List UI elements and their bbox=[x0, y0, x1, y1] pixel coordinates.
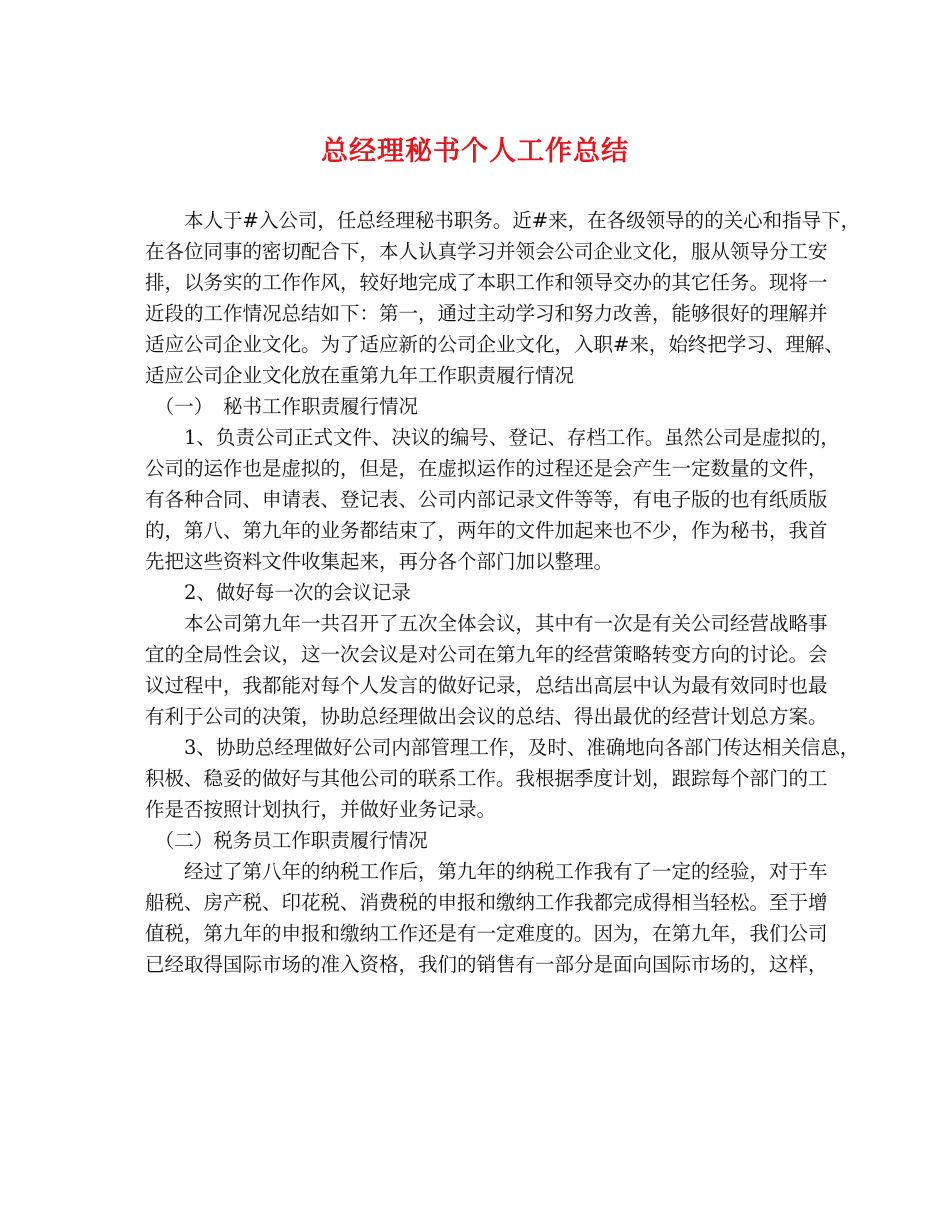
text-line: 作是否按照计划执行，并做好业务记录。 bbox=[145, 798, 497, 821]
text-line: 3、协助总经理做好公司内部管理工作，及时、准确地向各部门传达相关信息， bbox=[145, 736, 860, 759]
text-line: 适应公司企业文化放在重第九年工作职责履行情况 bbox=[145, 364, 575, 387]
text-line: 有利于公司的决策，协助总经理做出会议的总结、得出最优的经营计划总方案。 bbox=[145, 705, 828, 728]
text-line: 积极、稳妥的做好与其他公司的联系工作。我根据季度计划，跟踪每个部门的工 bbox=[145, 767, 828, 790]
text-line: 先把这些资料文件收集起来，再分各个部门加以整理。 bbox=[145, 550, 614, 573]
text-line: 1、负责公司正式文件、决议的编号、登记、存档工作。虽然公司是虚拟的， bbox=[145, 426, 840, 449]
text-line: 适应公司企业文化。为了适应新的公司企业文化，入职#来，始终把学习、理解、 bbox=[145, 333, 844, 356]
section-heading: （一） 秘书工作职责履行情况 bbox=[145, 395, 419, 418]
text-line: 宜的全局性会议，这一次会议是对公司在第九年的经营策略转变方向的讨论。会 bbox=[145, 643, 828, 666]
text-line: 有各种合同、申请表、登记表、公司内部记录文件等等，有电子版的也有纸质版 bbox=[145, 488, 828, 511]
document-body bbox=[145, 205, 861, 980]
text-line: 排，以务实的工作作风，较好地完成了本职工作和领导交办的其它任务。现将一 bbox=[145, 271, 828, 294]
text-line: 公司的运作也是虚拟的，但是，在虚拟运作的过程还是会产生一定数量的文件， bbox=[145, 457, 828, 480]
section-heading: （二）税务员工作职责履行情况 bbox=[145, 829, 428, 852]
text-line: 议过程中，我都能对每个人发言的做好记录，总结出高层中认为最有效同时也最 bbox=[145, 674, 828, 697]
document-title: 总经理秘书个人工作总结 bbox=[321, 136, 629, 167]
text-line: 在各位同事的密切配合下，本人认真学习并领会公司企业文化，服从领导分工安 bbox=[145, 240, 828, 263]
text-line: 船税、房产税、印花税、消费税的申报和缴纳工作我都完成得相当轻松。至于增 bbox=[145, 891, 828, 914]
text-line: 的，第八、第九年的业务都结束了，两年的文件加起来也不少，作为秘书，我首 bbox=[145, 519, 828, 542]
text-line: 值税，第九年的申报和缴纳工作还是有一定难度的。因为，在第九年，我们公司 bbox=[145, 922, 828, 945]
item-heading: 2、做好每一次的会议记录 bbox=[145, 581, 411, 604]
text-line: 已经取得国际市场的准入资格，我们的销售有一部分是面向国际市场的，这样， bbox=[145, 953, 828, 976]
text-line: 经过了第八年的纳税工作后，第九年的纳税工作我有了一定的经验，对于车 bbox=[145, 860, 828, 883]
text-line: 近段的工作情况总结如下：第一，通过主动学习和努力改善，能够很好的理解并 bbox=[145, 302, 828, 325]
text-line: 本人于#入公司，任总经理秘书职务。近#来，在各级领导的的关心和指导下， bbox=[145, 209, 861, 232]
text-line: 本公司第九年一共召开了五次全体会议，其中有一次是有关公司经营战略事 bbox=[145, 612, 828, 635]
